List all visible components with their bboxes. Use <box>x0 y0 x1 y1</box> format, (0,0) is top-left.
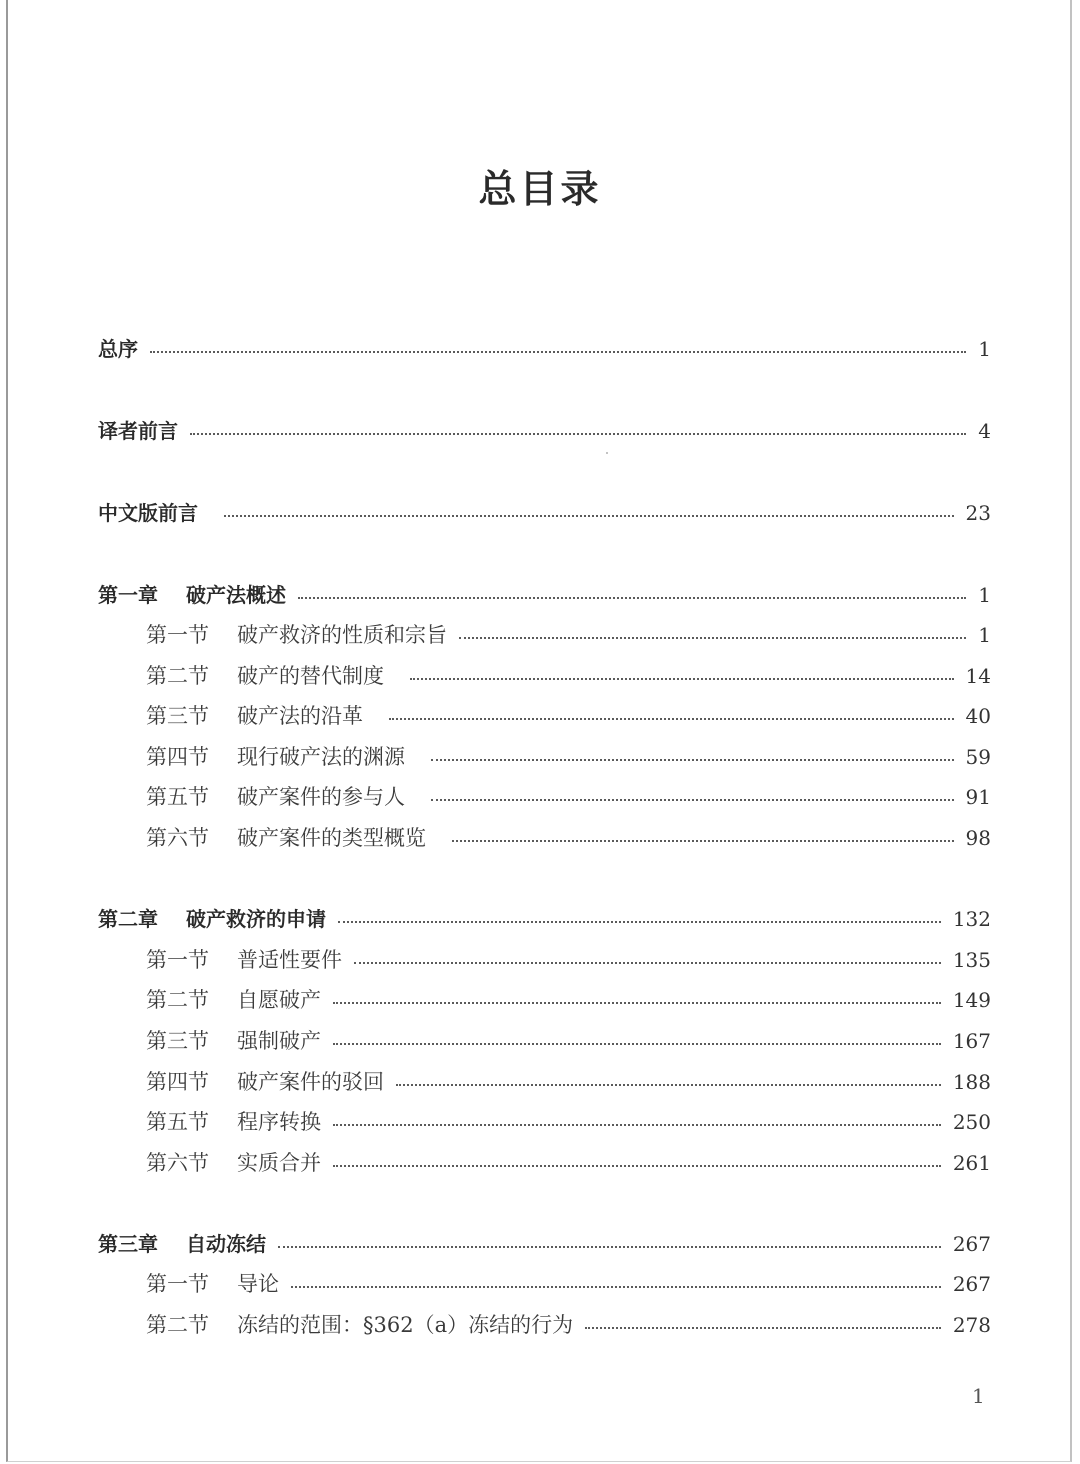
chapter-number: 第三章 <box>98 1232 158 1256</box>
section-title: 破产案件的驳回 <box>237 1070 384 1094</box>
section-number: 第一节 <box>146 1272 209 1296</box>
dot-leader <box>431 757 954 761</box>
chapter-title: 破产救济的申请 <box>186 907 326 931</box>
section-title: 导论 <box>237 1272 279 1296</box>
section-number: 第一节 <box>146 623 209 647</box>
toc-page-number: 98 <box>965 826 991 850</box>
dot-leader <box>224 513 954 517</box>
section-title: 破产案件的参与人 <box>237 785 405 809</box>
toc-page-number: 167 <box>952 1029 991 1053</box>
page-title: 总目录 <box>478 167 602 211</box>
dot-leader <box>431 797 954 801</box>
chapter-number: 第二章 <box>98 907 158 931</box>
scan-speck <box>606 452 608 454</box>
section-number: 第一节 <box>146 948 209 972</box>
dot-leader <box>333 1041 941 1045</box>
section-title: 强制破产 <box>237 1029 321 1053</box>
dot-leader <box>459 635 966 639</box>
toc-page-number: 23 <box>965 501 991 525</box>
section-number: 第三节 <box>146 1029 209 1053</box>
toc-section[interactable] <box>146 782 991 812</box>
toc-page-number: 132 <box>952 907 991 931</box>
dot-leader <box>333 1163 941 1167</box>
toc-section[interactable] <box>146 661 991 691</box>
section-number: 第二节 <box>146 988 209 1012</box>
section-number: 第五节 <box>146 785 209 809</box>
toc-page-number: 1 <box>978 337 991 361</box>
toc-entry-label: 总序 <box>98 337 138 361</box>
dot-leader <box>333 1000 941 1004</box>
section-title: 破产救济的性质和宗旨 <box>237 623 447 647</box>
section-title: 实质合并 <box>237 1151 321 1175</box>
section-number: 第二节 <box>146 1313 209 1337</box>
section-title: 破产法的沿革 <box>237 704 363 728</box>
toc-section[interactable] <box>146 1269 991 1299</box>
dot-leader <box>291 1284 941 1288</box>
toc-section[interactable] <box>146 945 991 975</box>
toc-entry-label: 译者前言 <box>98 419 178 443</box>
dot-leader <box>150 349 966 353</box>
section-title: 程序转换 <box>237 1110 321 1134</box>
toc-section[interactable] <box>146 1107 991 1137</box>
toc-page-number: 14 <box>965 664 991 688</box>
toc-section[interactable] <box>146 701 991 731</box>
toc-page-number: 135 <box>952 948 991 972</box>
toc-page-number: 267 <box>952 1232 991 1256</box>
section-title: 冻结的范围：§362（a）冻结的行为 <box>237 1313 574 1337</box>
toc-section[interactable] <box>146 1148 991 1178</box>
section-number: 第六节 <box>146 1151 209 1175</box>
section-title: 自愿破产 <box>237 988 321 1012</box>
toc-page-number: 267 <box>952 1272 991 1296</box>
toc-page-number: 91 <box>965 785 991 809</box>
dot-leader <box>354 960 941 964</box>
toc-section[interactable] <box>146 823 991 853</box>
section-title: 破产案件的类型概览 <box>237 826 426 850</box>
dot-leader <box>298 595 966 599</box>
toc-page-number: 59 <box>965 745 991 769</box>
dot-leader <box>410 676 954 680</box>
section-title: 现行破产法的渊源 <box>237 745 405 769</box>
dot-leader <box>585 1325 941 1329</box>
toc-section[interactable] <box>146 620 991 650</box>
toc-entry-translator-preface[interactable] <box>98 416 991 446</box>
toc-entry-preface[interactable] <box>98 334 991 364</box>
toc-page-number: 188 <box>952 1070 991 1094</box>
dot-leader <box>190 431 966 435</box>
toc-chapter-1[interactable] <box>98 580 991 610</box>
chapter-number: 第一章 <box>98 583 158 607</box>
toc-section[interactable] <box>146 1310 991 1340</box>
toc-entry-label: 中文版前言 <box>98 501 198 525</box>
section-number: 第六节 <box>146 826 209 850</box>
section-title: 普适性要件 <box>237 948 342 972</box>
toc-chapter-3[interactable] <box>98 1229 991 1259</box>
toc-page-number: 149 <box>952 988 991 1012</box>
footer-page-number: 1 <box>972 1384 985 1408</box>
toc-section[interactable] <box>146 985 991 1015</box>
section-number: 第三节 <box>146 704 209 728</box>
section-number: 第五节 <box>146 1110 209 1134</box>
toc-page-number: 40 <box>965 704 991 728</box>
section-number: 第二节 <box>146 664 209 688</box>
toc-page-number: 278 <box>952 1313 991 1337</box>
chapter-title: 破产法概述 <box>186 583 286 607</box>
dot-leader <box>389 716 954 720</box>
toc-entry-chinese-preface[interactable] <box>98 498 991 528</box>
toc-page-number: 1 <box>978 623 991 647</box>
toc-page-number: 250 <box>952 1110 991 1134</box>
toc-page-number: 261 <box>952 1151 991 1175</box>
toc-page-number: 4 <box>978 419 991 443</box>
toc-section[interactable] <box>146 1026 991 1056</box>
section-title: 破产的替代制度 <box>237 664 384 688</box>
toc-section[interactable] <box>146 1067 991 1097</box>
dot-leader <box>452 838 954 842</box>
toc-section[interactable] <box>146 742 991 772</box>
toc-page-number: 1 <box>978 583 991 607</box>
chapter-title: 自动冻结 <box>186 1232 266 1256</box>
section-number: 第四节 <box>146 1070 209 1094</box>
dot-leader <box>396 1082 941 1086</box>
dot-leader <box>278 1244 941 1248</box>
toc-chapter-2[interactable] <box>98 904 991 934</box>
section-number: 第四节 <box>146 745 209 769</box>
dot-leader <box>333 1122 941 1126</box>
dot-leader <box>338 919 941 923</box>
